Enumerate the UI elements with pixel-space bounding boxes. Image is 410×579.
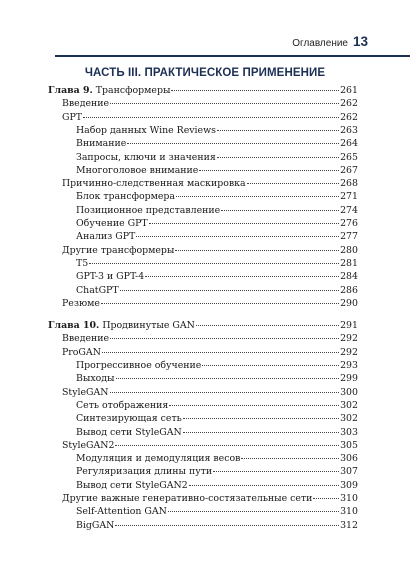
toc-entry-label <box>62 178 246 190</box>
toc-entry-label <box>62 112 82 124</box>
leader-dots <box>189 485 339 486</box>
toc-entry <box>62 347 358 359</box>
leader-dots <box>176 196 339 197</box>
toc-entry-title: Причинно-следственная маскировка <box>62 178 246 189</box>
toc-entry-title: Self-Attention GAN <box>76 506 167 517</box>
toc-entry-title: Модуляция и демодуляция весов <box>76 453 241 464</box>
toc-entry-title: T5 <box>76 258 89 269</box>
leader-dots <box>199 170 339 171</box>
running-header-title: Оглавление <box>292 38 348 49</box>
toc-entry <box>76 373 358 385</box>
toc-entry-page: 290 <box>340 298 358 309</box>
toc-entry-page: 263 <box>340 125 358 136</box>
toc-entry-page: 302 <box>340 413 358 424</box>
toc-entry-label <box>62 493 312 505</box>
toc-entry <box>76 218 358 230</box>
toc-entry-page: 306 <box>340 453 358 464</box>
toc-entry <box>76 231 358 243</box>
toc-entry-label <box>76 218 148 230</box>
leader-dots <box>102 352 339 353</box>
toc-entry-title: Синтезирующая сеть <box>76 413 182 424</box>
toc-chapter-entry <box>48 320 358 332</box>
toc-entry-title: Введение <box>62 98 110 109</box>
toc-entry-label <box>76 480 188 492</box>
toc-entry-label <box>76 285 119 297</box>
leader-dots <box>89 263 339 264</box>
toc-entry-title: ProGAN <box>62 347 101 358</box>
toc-entry-label <box>62 347 101 359</box>
leader-dots <box>145 276 339 277</box>
toc-entry-label <box>76 258 88 270</box>
toc-entry-label <box>76 466 212 478</box>
leader-dots <box>115 525 339 526</box>
leader-dots <box>115 445 339 446</box>
toc-entry <box>76 427 358 439</box>
toc-entry <box>76 138 358 150</box>
leader-dots <box>83 117 339 118</box>
toc-entry <box>76 360 358 372</box>
toc-entry-title: Сеть отображения <box>76 400 169 411</box>
toc-entry-title: GPT-3 и GPT-4 <box>76 271 145 282</box>
toc-entry-page: 309 <box>340 480 358 491</box>
header-rule <box>55 55 410 57</box>
toc-entry-page: 274 <box>340 205 358 216</box>
toc-entry-title: StyleGAN2 <box>62 440 115 451</box>
toc-entry-label <box>76 373 115 385</box>
toc-entry-page: 299 <box>340 373 358 384</box>
leader-dots <box>149 223 339 224</box>
leader-dots <box>116 378 340 379</box>
toc-entry <box>76 466 358 478</box>
toc-entry-label <box>76 165 198 177</box>
toc-entry <box>76 205 358 217</box>
leader-dots <box>169 405 339 406</box>
toc-entry-label <box>76 427 182 439</box>
toc-entry-page: 307 <box>340 466 358 477</box>
toc-entry-title: Другие важные генеративно-состязательные сети <box>62 493 313 504</box>
leader-dots <box>127 143 339 144</box>
leader-dots <box>217 130 339 131</box>
toc-entry-title: Обучение GPT <box>76 218 148 229</box>
leader-dots <box>110 103 339 104</box>
toc-entry <box>62 333 358 345</box>
toc-entry <box>76 125 358 137</box>
toc-entry-page: 280 <box>340 245 358 256</box>
leader-dots <box>241 458 339 459</box>
toc-entry-title: Анализ GPT <box>76 231 136 242</box>
toc-entry-title: Вывод сети StyleGAN2 <box>76 480 188 491</box>
leader-dots <box>183 418 339 419</box>
chapter-number: Глава 10. <box>48 320 100 331</box>
toc-entry <box>76 165 358 177</box>
toc-entry <box>76 413 358 425</box>
toc-entry-label <box>76 231 135 243</box>
leader-dots <box>110 392 340 393</box>
toc-entry-title: Регуляризация длины пути <box>76 466 213 477</box>
toc-entry-title: Трансформеры <box>95 85 171 96</box>
toc-entry-label <box>62 333 109 345</box>
page-header <box>0 0 410 60</box>
part-title: ЧАСТЬ III. ПРАКТИЧЕСКОЕ ПРИМЕНЕНИЕ <box>84 67 326 79</box>
toc-entry-label <box>76 152 216 164</box>
toc-entry <box>62 298 358 310</box>
toc-entry-title: Прогрессивное обучение <box>76 360 202 371</box>
toc-entry-title: Запросы, ключи и значения <box>76 152 216 163</box>
leader-dots <box>313 498 339 499</box>
toc-entry-page: 291 <box>340 320 358 331</box>
toc-entry-label <box>76 520 114 532</box>
toc-entry <box>76 152 358 164</box>
toc-entry <box>76 453 358 465</box>
toc-entry-page: 310 <box>340 493 358 504</box>
toc-entry-label <box>62 440 114 452</box>
leader-dots <box>171 90 339 91</box>
toc-entry-title: GPT <box>62 112 83 123</box>
toc-entry-page: 292 <box>340 347 358 358</box>
toc-entry <box>76 506 358 518</box>
toc-entry-title: Другие трансформеры <box>62 245 175 256</box>
toc-entry <box>76 285 358 297</box>
toc-entry-title: Набор данных Wine Reviews <box>76 125 216 136</box>
leader-dots <box>110 338 339 339</box>
toc-entry-page: 261 <box>340 85 358 96</box>
leader-dots <box>217 157 339 158</box>
toc-entry <box>76 480 358 492</box>
toc-entry-page: 281 <box>340 258 358 269</box>
toc-entry-label <box>62 387 109 399</box>
leader-dots <box>168 511 339 512</box>
toc-entry-title: Введение <box>62 333 110 344</box>
toc-entry-page: 276 <box>340 218 358 229</box>
toc-entry-page: 265 <box>340 152 358 163</box>
toc-entry-title: BigGAN <box>76 520 115 531</box>
toc-entry-label <box>76 271 144 283</box>
leader-dots <box>120 290 339 291</box>
toc-entry-title: Резюме <box>62 298 100 309</box>
toc-entry <box>62 387 358 399</box>
toc-entry-label <box>76 205 220 217</box>
toc-entry-title: Позиционное представление <box>76 205 221 216</box>
toc-entry-page: 267 <box>340 165 358 176</box>
toc-entry-page: 262 <box>340 98 358 109</box>
toc-entry-page: 284 <box>340 271 358 282</box>
toc-entry <box>76 271 358 283</box>
toc-entry-label <box>76 506 167 518</box>
toc-entry-page: 312 <box>340 520 358 531</box>
toc-entry-label <box>76 360 201 372</box>
toc-entry-page: 302 <box>340 400 358 411</box>
toc-entry-label <box>76 138 126 150</box>
toc-entry-label <box>62 98 109 110</box>
toc-entry <box>62 178 358 190</box>
toc-entry-title: Вывод сети StyleGAN <box>76 427 182 438</box>
toc-entry-page: 264 <box>340 138 358 149</box>
toc-entry <box>62 98 358 110</box>
toc-entry-title: StyleGAN <box>62 387 109 398</box>
leader-dots <box>202 365 339 366</box>
toc-entry <box>76 258 358 270</box>
toc-entry <box>62 440 358 452</box>
toc-entry-title: Многоголовое внимание <box>76 165 199 176</box>
page-number: 13 <box>352 34 368 49</box>
toc-entry-label <box>76 400 168 412</box>
leader-dots <box>213 471 339 472</box>
toc-entry-title: ChatGPT <box>76 285 119 296</box>
toc-entry-title: Блок трансформера <box>76 191 176 202</box>
toc-entry <box>62 112 358 124</box>
toc-entry <box>76 191 358 203</box>
toc-entry-title: Внимание <box>76 138 127 149</box>
toc-entry-label <box>48 320 195 332</box>
toc-entry-label <box>76 191 175 203</box>
toc-entry-label <box>76 413 182 425</box>
leader-dots <box>175 250 339 251</box>
toc-entry-label <box>62 245 174 257</box>
leader-dots <box>247 183 340 184</box>
leader-dots <box>221 210 339 211</box>
toc-entry-page: 300 <box>340 387 358 398</box>
toc-entry-label <box>62 298 100 310</box>
toc-entry-title: Выходы <box>76 373 115 384</box>
chapter-number: Глава 9. <box>48 85 93 96</box>
toc-entry-label <box>76 125 216 137</box>
toc-entry-page: 268 <box>340 178 358 189</box>
leader-dots <box>196 325 339 326</box>
toc-entry <box>62 245 358 257</box>
toc-entry-page: 277 <box>340 231 358 242</box>
toc-entry-page: 305 <box>340 440 358 451</box>
toc-entry <box>76 520 358 532</box>
toc-entry-page: 293 <box>340 360 358 371</box>
toc-entry-page: 286 <box>340 285 358 296</box>
toc-entry <box>76 400 358 412</box>
leader-dots <box>101 303 339 304</box>
toc-entry-label <box>76 453 240 465</box>
leader-dots <box>183 432 339 433</box>
toc-entry-page: 262 <box>340 112 358 123</box>
toc-entry-title: Продвинутые GAN <box>102 320 195 331</box>
toc-entry-page: 292 <box>340 333 358 344</box>
leader-dots <box>136 236 339 237</box>
toc-chapter-entry <box>48 85 358 97</box>
toc-entry-page: 271 <box>340 191 358 202</box>
toc-entry <box>62 493 358 505</box>
toc-entry-page: 303 <box>340 427 358 438</box>
toc-entry-page: 310 <box>340 506 358 517</box>
toc-entry-label <box>48 85 170 97</box>
